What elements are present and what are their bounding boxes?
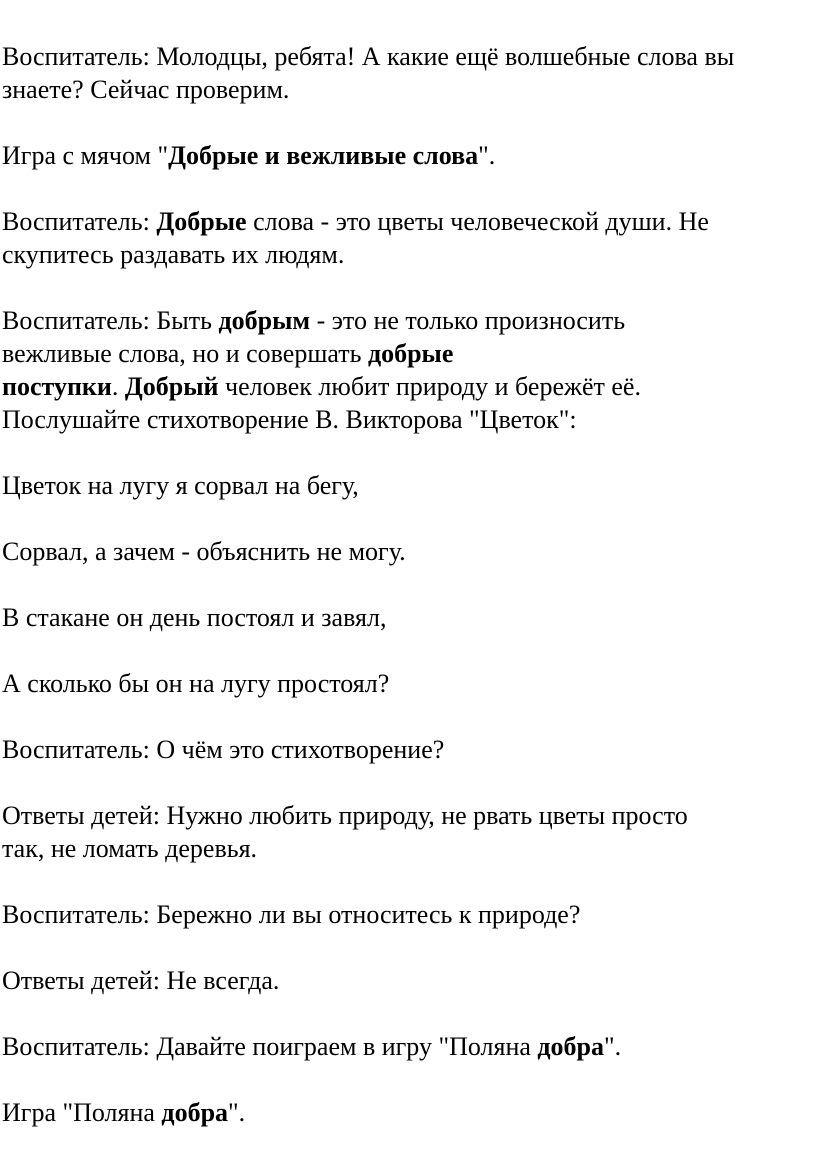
paragraph-teacher-praise <box>2 40 814 106</box>
text-run: ". <box>604 1032 622 1061</box>
poem-line-3 <box>2 601 814 634</box>
text-run: человек любит природу и бережёт её. <box>218 372 641 401</box>
text-line: так, не ломать деревья. <box>2 834 258 863</box>
text-line: В стакане он день постоял и завял, <box>2 603 387 632</box>
paragraph-game-title <box>2 1096 814 1129</box>
bold-word: добрые <box>367 339 454 368</box>
text-line <box>2 139 814 172</box>
paragraph-teacher-question <box>2 733 814 766</box>
text-line <box>2 1096 814 1129</box>
bold-word: добра <box>161 1098 229 1127</box>
text-line: Сорвал, а зачем - объяснить не могу. <box>2 537 406 566</box>
paragraph-kind-words <box>2 205 814 271</box>
text-run: . <box>111 372 125 401</box>
text-line: Воспитатель: Бережно ли вы относитесь к природе? <box>2 900 581 929</box>
paragraph-children-answer <box>2 799 814 865</box>
poem-line-1 <box>2 469 814 502</box>
text-line: Ответы детей: Нужно любить природу, не рвать цветы просто <box>2 801 688 830</box>
paragraph-children-answer-2 <box>2 964 814 997</box>
paragraph-teacher-nature-question <box>2 898 814 931</box>
text-run: ". <box>228 1098 246 1127</box>
text-line <box>2 370 814 403</box>
text-line: знаете? Сейчас проверим. <box>2 75 290 104</box>
paragraph-ball-game-title <box>2 139 814 172</box>
bold-word: Добрый <box>124 372 219 401</box>
text-run: слова - это цветы человеческой души. Не <box>246 207 709 236</box>
text-line: Воспитатель: О чём это стихотворение? <box>2 735 445 764</box>
text-run: вежливые слова, но и совершать <box>2 339 368 368</box>
text-line: скупитесь раздавать их людям. <box>2 240 345 269</box>
text-run: ". <box>478 141 496 170</box>
text-run: - это не только произносить <box>310 306 626 335</box>
text-run: Игра с мячом " <box>2 141 169 170</box>
bold-word: добра <box>537 1032 605 1061</box>
text-line: Воспитатель: Молодцы, ребята! А какие ещё волшебные слова вы <box>2 42 735 71</box>
poem-line-2 <box>2 535 814 568</box>
text-line <box>2 205 814 238</box>
paragraph-teacher-game-invite <box>2 1030 814 1063</box>
paragraph-be-kind <box>2 304 814 436</box>
text-run: Воспитатель: Быть <box>2 306 219 335</box>
text-line: Ответы детей: Не всегда. <box>2 966 280 995</box>
bold-word: Добрые <box>156 207 247 236</box>
bold-word: добрым <box>218 306 311 335</box>
poem-line-4 <box>2 667 814 700</box>
text-line <box>2 1030 814 1063</box>
bold-word: поступки <box>2 372 112 401</box>
text-run: Игра "Поляна <box>2 1098 162 1127</box>
bold-game-name: Добрые и вежливые слова <box>168 141 479 170</box>
text-run: Воспитатель: <box>2 207 157 236</box>
text-line <box>2 304 814 337</box>
text-line: А сколько бы он на лугу простоял? <box>2 669 390 698</box>
text-run: Воспитатель: Давайте поиграем в игру "Поляна <box>2 1032 538 1061</box>
text-line: Послушайте стихотворение В. Викторова "Цветок": <box>2 405 577 434</box>
text-line: Цветок на лугу я сорвал на бегу, <box>2 471 359 500</box>
text-line <box>2 337 814 370</box>
